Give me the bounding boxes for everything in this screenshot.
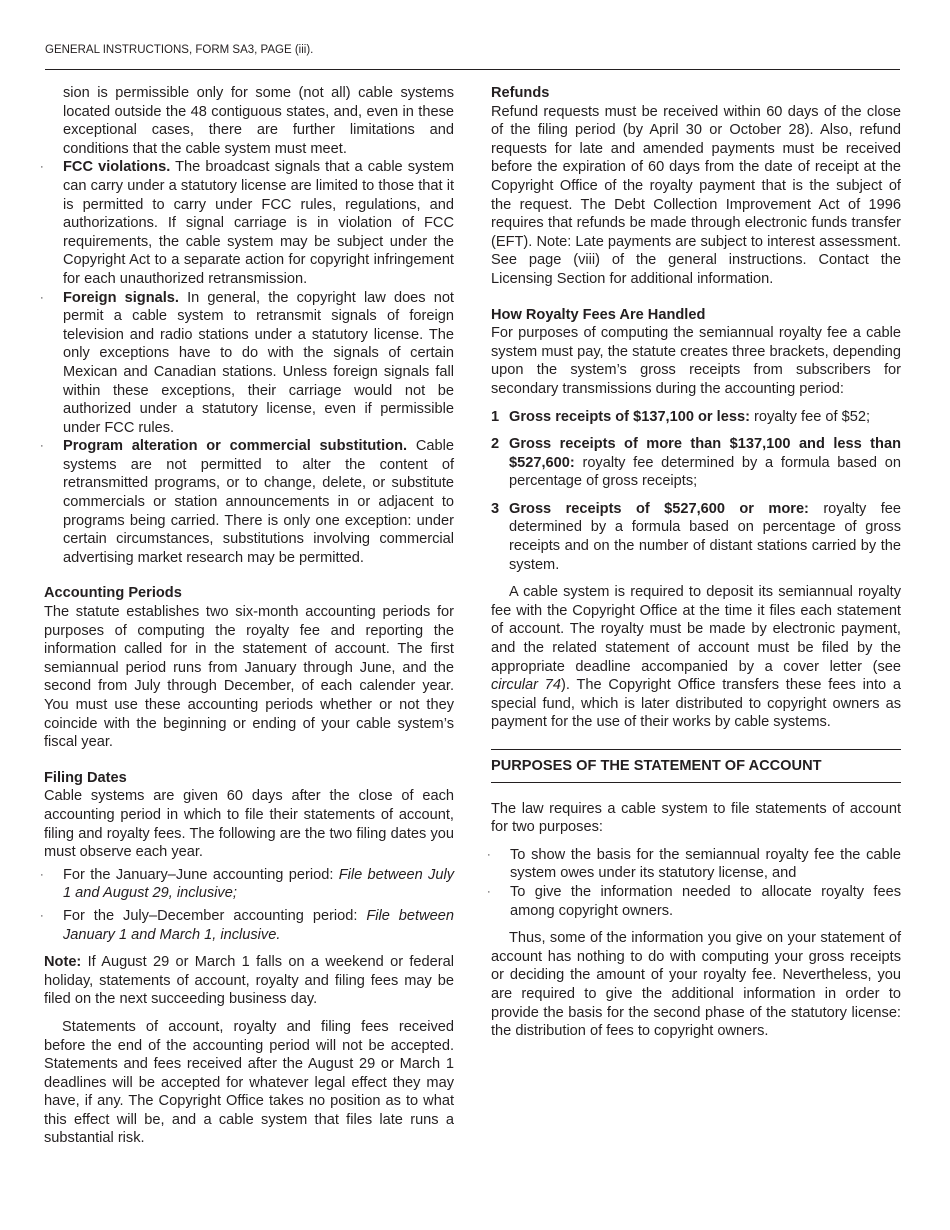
item-text: Cable systems are not permitted to alter the content of retransmitted programs, or to change, delete, or substitute commercials or station announcements in or adjacent to programs being carried. There is only one exception: under certain circumstances, substitutions involving commercial advertising market research may be permitted. — [63, 438, 455, 566]
item-text: For the July–December accounting period: — [63, 907, 367, 924]
item-deadline: File between January 1 and March 1, inclusive. — [63, 907, 454, 943]
list-item-july-dec — [40, 907, 454, 944]
item-text: In general, the copyright law does not permit a cable system to retransmit signals of foreign television and radio stations under a statutory license. The only exceptions have to do with the signals of certain Mexican and Canadian stations. Unless foreign signals fall within these exceptions, their carriage would not be authorized under a statutory license, even if permissible under FCC rules. — [63, 289, 454, 436]
item-label: Program alteration or commercial substitution. — [63, 438, 408, 455]
bullet-icon: · — [40, 909, 44, 922]
page-header: GENERAL INSTRUCTIONS, FORM SA3, PAGE (iii). — [45, 44, 314, 56]
left-column — [40, 84, 455, 1148]
bracket-text: royalty fee determined by a formula based on percentage of gross receipts and on the number of distant stations carried by the system. — [509, 500, 901, 573]
bracket-number: 2 — [491, 436, 500, 453]
heading-refunds: Refunds — [491, 85, 550, 101]
bracket-item-2 — [491, 435, 901, 491]
bracket-text: royalty fee of $52; — [749, 408, 871, 425]
deposit-text-end: ). The Copyright Office transfers these fees into a special fund, which is later distributed to copyright owners as payment for the use of their works by cable systems. — [491, 677, 902, 731]
purposes-closing: Thus, some of the information you give on your statement of account has nothing to do with computing your gross receipts or deciding the amount of your royalty fee. Nevertheless, you are required to give the additional information in order to provide the basis for the second phase of the statutory license: the distribution of fees to copyright owners. — [491, 930, 901, 1040]
bracket-label: Gross receipts of more than $137,100 and less than $527,600: — [509, 436, 901, 471]
continuation-paragraph: sion is permissible only for some (not all) cable systems located outside the 48 contiguous states, and, even in these exceptional cases, there are further limitations and conditions that the cable system must meet. — [63, 85, 454, 157]
bracket-item-3 — [491, 500, 901, 574]
item-label: FCC violations. — [63, 159, 171, 176]
list-item-jan-june — [40, 866, 454, 903]
item-text: The broadcast signals that a cable system can carry under a statutory license are limited to those that it is permitted to carry under FCC rules, regulations, and authorizations. If signal carriage is in violation of FCC requirements, the cable system may be subject under the Copyright Act to a separate action for copyright infringement for each unauthorized retransmission. — [63, 159, 454, 287]
heading-accounting-periods: Accounting Periods — [44, 585, 182, 602]
list-item-purpose-1 — [487, 846, 901, 883]
refunds-body: Refund requests must be received within 60 days of the close of the filing period (by April 30 or October 28). Also, refund requests for late and amended payments must be received before the expiration of 60 days from the date of receipt at the Copyright Office of the royalty payment that is the subject of the request. The Debt Collection Improvement Act of 1996 requires that refunds be made through electronic funds transfer (EFT). Note: Late payments are subject to interest assessment. See page (viii) of the general instructions. Contact the Licensing Section for additional information. — [491, 103, 901, 287]
late-filing-paragraph: Statements of account, royalty and filing fees received before the end of the accounting period will not be accepted. Statements and fees received after the August 29 or March 1 deadlines will be accepted for whatever legal effect they may have, if any. The Copyright Office takes no position as to what this effect will be, and a cable system that files late runs a substantial risk. — [44, 1018, 454, 1147]
filing-dates-body: Cable systems are given 60 days after the close of each accounting period in which to file their statements of account, filing and royalty fees. The following are the two filing dates you must observe each year. — [44, 788, 454, 861]
item-deadline: File between July 1 and August 29, inclusive; — [63, 866, 454, 902]
list-item-program-alteration — [40, 437, 455, 567]
item-text: To give the information needed to allocate royalty fees among copyright owners. — [510, 883, 901, 919]
item-text: To show the basis for the semiannual royalty fee the cable system owes under its statutory license, and — [510, 846, 901, 882]
deposit-paragraph — [491, 583, 901, 732]
heading-royalty-fees: How Royalty Fees Are Handled — [491, 306, 706, 323]
circular-reference: circular 74 — [491, 677, 562, 694]
bullet-icon: · — [487, 885, 491, 898]
section-header-purposes — [491, 749, 901, 783]
bracket-text: royalty fee determined by a formula based on percentage of gross receipts; — [509, 454, 901, 490]
note-paragraph — [44, 953, 454, 1009]
bullet-icon: · — [40, 868, 44, 881]
purposes-intro: The law requires a cable system to file statements of account for two purposes: — [491, 800, 901, 836]
list-item-fcc-violations — [40, 158, 454, 288]
bullet-icon: · — [40, 440, 44, 453]
item-label: Foreign signals. — [63, 289, 179, 306]
bracket-number: 3 — [491, 500, 500, 517]
note-label: Note: — [44, 954, 82, 971]
bracket-item-1 — [491, 408, 901, 427]
right-column — [487, 84, 902, 1041]
item-text: For the January–June accounting period: — [63, 866, 339, 883]
note-text: If August 29 or March 1 falls on a weekend or federal holiday, statements of account, royalty and filing fees may be filed on the next succeeding business day. — [44, 954, 454, 1008]
deposit-text: A cable system is required to deposit its semiannual royalty fee with the Copyright Office at the time it files each statement of account. The royalty must be made by electronic payment, and the related statement of account must be filed by the appropriate deadline accompanied by a cover letter (see — [491, 584, 901, 675]
bracket-number: 1 — [491, 408, 500, 425]
bullet-icon: · — [40, 161, 44, 174]
bracket-label: Gross receipts of $137,100 or less: — [509, 408, 750, 425]
section-title: PURPOSES OF THE STATEMENT OF ACCOUNT — [491, 758, 822, 774]
header-divider — [45, 69, 900, 70]
accounting-periods-body: The statute establishes two six-month accounting periods for purposes of computing the royalty fee and reporting the information called for in the statement of account. The first semiannual period runs from January through June, and the second from July through December, of each calender year. You must use these accounting periods whether or not they coincide with the beginning or ending of your cable system’s fiscal year. — [44, 604, 454, 751]
bullet-icon: · — [40, 291, 44, 304]
bullet-icon: · — [487, 848, 491, 861]
heading-filing-dates: Filing Dates — [44, 769, 127, 786]
royalty-fees-body: For purposes of computing the semiannual royalty fee a cable system must pay, the statute creates three brackets, depending upon the system’s gross receipts from subscribers for secondary transmissions during the accounting period: — [491, 325, 901, 397]
list-item-purpose-2 — [487, 883, 901, 920]
bracket-label: Gross receipts of $527,600 or more: — [509, 500, 809, 517]
list-item-foreign-signals — [40, 289, 454, 438]
